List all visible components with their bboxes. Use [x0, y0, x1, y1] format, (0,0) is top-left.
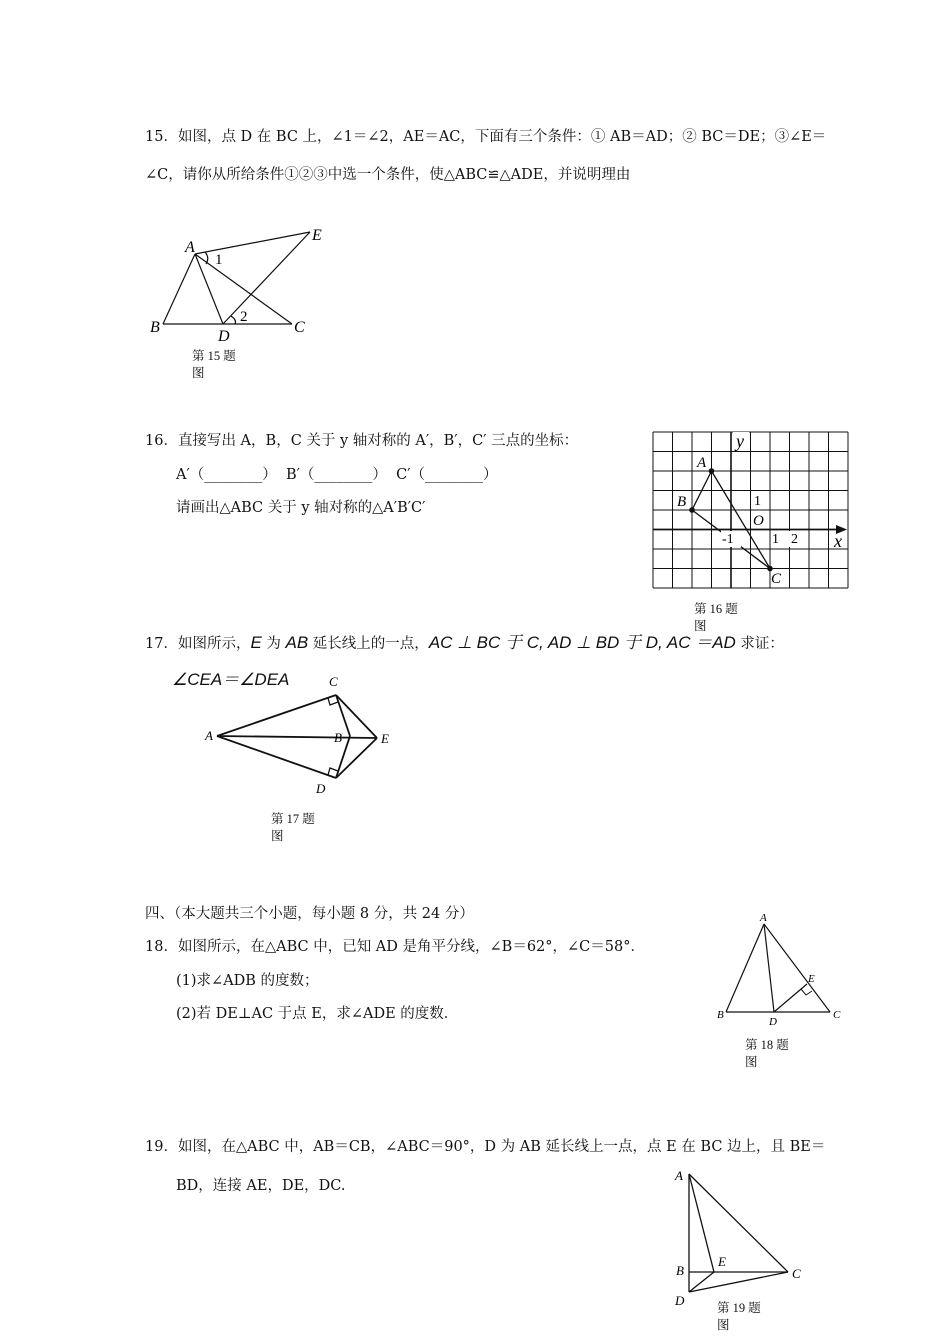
blank-c-prime[interactable]: C′（________） — [396, 467, 498, 483]
problem-15-figure — [140, 220, 340, 350]
edge-AD — [217, 736, 336, 778]
section-4-title: 四、（本大题共三个小题，每小题 8 分，共 24 分） — [145, 906, 474, 922]
problem-16-line3: 请画出△ABC 关于 y 轴对称的△A′B′C′ — [176, 500, 426, 516]
problem-15-text: 如图，点 D 在 BC 上，∠1＝∠2，AE＝AC，下面有三个条件：① AB＝AD；② BC＝DE；③∠E＝ — [177, 129, 827, 145]
problem-19-number: 19． — [145, 1139, 178, 1155]
point-C-label: C — [294, 319, 305, 336]
problem-16-text: 直接写出 A，B，C 关于 y 轴对称的 A′，B′，C′ 三点的坐标： — [177, 433, 579, 449]
point-B-label: B — [676, 1263, 684, 1278]
grid-lines — [653, 432, 848, 588]
edge-CE — [336, 695, 377, 738]
edge-DC — [689, 1272, 788, 1292]
edge-AB — [163, 254, 195, 324]
problem-19-caption-2: 图 — [717, 1318, 730, 1332]
problem-15-line1 — [145, 127, 826, 147]
angle-2-arc — [231, 316, 236, 324]
problem-17-text-b: 为 — [261, 636, 286, 652]
edge-AC — [689, 1174, 788, 1272]
tick-neg1-x: -1 — [722, 532, 734, 547]
problem-17-text-a: 如图所示， — [177, 636, 251, 652]
point-A-label: A — [205, 728, 213, 743]
point-D-label: D — [316, 781, 326, 796]
point-A-label: A — [697, 455, 707, 471]
problem-18-caption-2: 图 — [745, 1055, 758, 1069]
edge-AC — [217, 695, 336, 736]
problem-18-number: 18． — [145, 939, 178, 955]
problem-15-line2: ∠C，请你从所给条件①②③中选一个条件，使△ABC≌△ADE，并说明理由 — [145, 167, 631, 183]
problem-17-caption-1: 第 17 题 — [271, 812, 315, 826]
edge-DE — [774, 984, 807, 1012]
problem-19-text: 如图，在△ABC 中，AB＝CB，∠ABC＝90°，D 为 AB 延长线上一点，点 E 在 BC 边上，且 BE＝ — [177, 1139, 826, 1155]
right-angle-E — [801, 989, 812, 995]
problem-17-text-c: 延长线上的一点， — [308, 636, 429, 652]
point-B-label: B — [334, 730, 342, 745]
point-A-label: A — [185, 239, 195, 256]
problem-18-figure — [712, 908, 852, 1032]
problem-16-grid-figure — [650, 430, 852, 592]
problem-17-figure — [200, 672, 400, 802]
tick-1-y: 1 — [754, 494, 761, 509]
point-E-label: E — [718, 1254, 726, 1269]
blank-b-prime[interactable]: B′（________） — [285, 467, 387, 483]
point-E-label: E — [381, 731, 389, 746]
y-axis-label: y — [736, 431, 744, 451]
problem-19-line2: BD，连接 AE，DE，DC. — [176, 1178, 346, 1194]
problem-18-caption-1: 第 18 题 — [745, 1038, 789, 1052]
problem-17-line2: ∠CEA＝∠DEA — [172, 670, 290, 689]
problem-17-AB: AB — [285, 633, 309, 652]
edge-AD — [764, 924, 774, 1012]
point-A-label: A — [675, 1168, 683, 1183]
point-B-label: B — [677, 494, 687, 510]
problem-17-text-d: 求证： — [735, 636, 784, 652]
problem-18-line1 — [145, 937, 645, 957]
problem-16-number: 16． — [145, 433, 178, 449]
point-C-label: C — [771, 571, 782, 587]
point-A-dot — [709, 468, 715, 474]
problem-15-caption-1: 第 15 题 — [192, 349, 236, 363]
problem-16-blanks — [176, 465, 498, 485]
problem-19-figure — [670, 1160, 810, 1310]
point-A-label: A — [760, 912, 767, 924]
angle-2-label: 2 — [240, 309, 248, 325]
problem-17-line1 — [145, 633, 784, 654]
problem-19-line1 — [145, 1137, 825, 1157]
point-B-label: B — [150, 319, 160, 336]
point-E-label: E — [808, 973, 815, 985]
problem-17-number: 17． — [145, 636, 178, 652]
point-D-label: D — [675, 1293, 685, 1308]
tick-1-x: 1 — [772, 532, 779, 547]
point-E-label: E — [312, 227, 322, 244]
point-C-label: C — [833, 1009, 841, 1021]
point-D-label: D — [218, 328, 230, 345]
edge-AE — [689, 1174, 714, 1272]
problem-15-number: 15． — [145, 129, 178, 145]
point-C-label: C — [329, 674, 338, 689]
problem-18-sub2: (2)若 DE⊥AC 于点 E，求∠ADE 的度数． — [176, 1006, 459, 1022]
problem-16-caption-2: 图 — [694, 619, 707, 633]
problem-19-caption-1: 第 19 题 — [717, 1301, 761, 1315]
problem-17-formula: AC ⊥ BC 于 C, AD ⊥ BD 于 D, AC ＝AD — [428, 633, 736, 652]
origin-label: O — [753, 513, 764, 529]
blank-a-prime[interactable]: A′（________） — [176, 467, 277, 483]
edge-AE — [217, 736, 377, 738]
problem-18-sub1: (1)求∠ADB 的度数； — [176, 973, 319, 989]
edge-AB — [726, 924, 764, 1012]
edge-AC — [764, 924, 830, 1012]
angle-1-label: 1 — [215, 252, 223, 268]
x-axis-label: x — [834, 531, 842, 551]
problem-16-line1 — [145, 431, 578, 451]
point-D-label: D — [769, 1016, 777, 1028]
problem-16-caption-1: 第 16 题 — [694, 602, 738, 616]
problem-15-caption-2: 图 — [192, 366, 205, 380]
point-B-dot — [689, 507, 695, 513]
problem-17-E: E — [250, 633, 262, 652]
point-B-label: B — [717, 1009, 724, 1021]
tick-2-x: 2 — [791, 532, 798, 547]
point-C-label: C — [792, 1266, 801, 1281]
problem-18-text: 如图所示，在△ABC 中，已知 AD 是角平分线，∠B＝62°，∠C＝58°． — [177, 939, 645, 955]
problem-17-caption-2: 图 — [271, 829, 284, 843]
